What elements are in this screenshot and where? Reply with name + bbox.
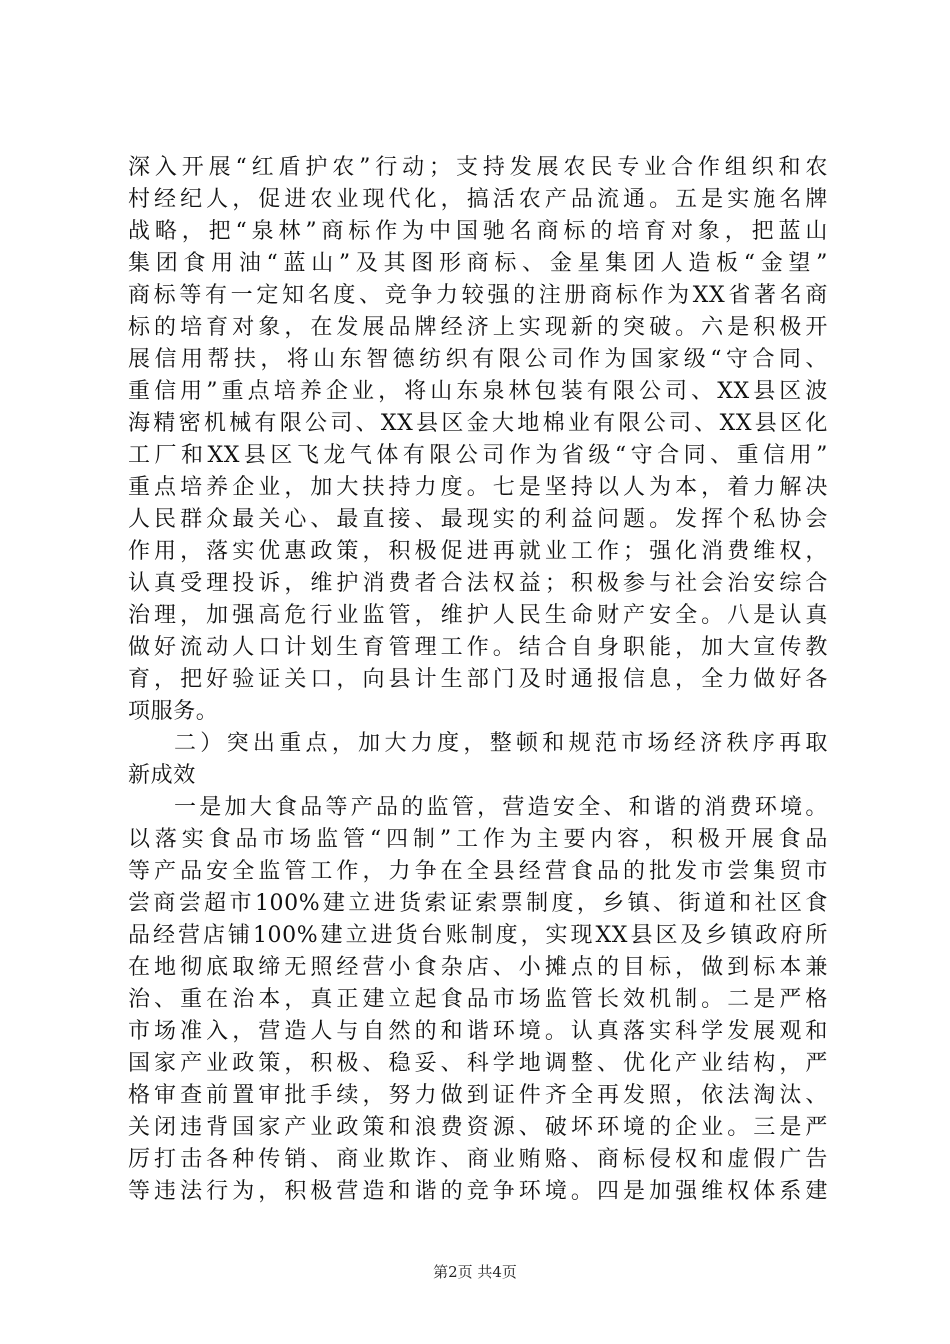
- page-number-footer: 第2页 共4页: [433, 1263, 517, 1281]
- text-line: 村经纪人，促进农业现代化，搞活农产品流通。五是实施名牌: [128, 187, 828, 212]
- text-line: 工厂和XX县区飞龙气体有限公司作为省级“守合同、重信用”: [128, 443, 828, 468]
- text-line: 认真受理投诉，维护消费者合法权益；积极参与社会治安综合: [128, 571, 828, 596]
- text-line: 品经营店铺100%建立进货台账制度，实现XX县区及乡镇政府所: [128, 923, 828, 948]
- text-line: 做好流动人口计划生育管理工作。结合自身职能，加大宣传教: [128, 635, 828, 660]
- text-line: 一是加大食品等产品的监管，营造安全、和谐的消费环境。: [174, 795, 828, 820]
- text-line: 在地彻底取缔无照经营小食杂店、小摊点的目标，做到标本兼: [128, 955, 828, 980]
- text-line: 治、重在治本，真正建立起食品市场监管长效机制。二是严格: [128, 987, 828, 1012]
- text-line: 作用，落实优惠政策，积极促进再就业工作；强化消费维权，: [128, 539, 828, 564]
- text-line: 深入开展“红盾护农”行动；支持发展农民专业合作组织和农: [128, 155, 828, 180]
- document-body: [128, 152, 828, 1208]
- text-line: 展信用帮扶，将山东智德纺织有限公司作为国家级“守合同、: [128, 347, 828, 372]
- text-line: 重点培养企业，加大扶持力度。七是坚持以人为本，着力解决: [128, 475, 828, 500]
- text-line: 标的培育对象，在发展品牌经济上实现新的突破。六是积极开: [128, 315, 828, 340]
- text-line: 海精密机械有限公司、XX县区金大地棉业有限公司、XX县区化: [128, 411, 828, 436]
- text-line: 关闭违背国家产业政策和浪费资源、破坏环境的企业。三是严: [128, 1115, 828, 1140]
- text-line: 项服务。: [128, 699, 219, 724]
- text-line: 集团食用油“蓝山”及其图形商标、金星集团人造板“金望”: [128, 251, 828, 276]
- section-heading-line: 新成效: [128, 763, 196, 788]
- text-line: 战略，把“泉林”商标作为中国驰名商标的培育对象，把蓝山: [128, 219, 828, 244]
- text-line: 格审查前置审批手续，努力做到证件齐全再发照，依法淘汰、: [128, 1083, 828, 1108]
- section-heading-line: 二）突出重点，加大力度，整顿和规范市场经济秩序再取: [174, 731, 828, 756]
- text-line: 尝商尝超市100%建立进货索证索票制度，乡镇、街道和社区食: [128, 891, 828, 916]
- text-line: 以落实食品市场监管“四制”工作为主要内容，积极开展食品: [128, 827, 828, 852]
- text-line: 治理，加强高危行业监管，维护人民生命财产安全。八是认真: [128, 603, 828, 628]
- text-line: 育，把好验证关口，向县计生部门及时通报信息，全力做好各: [128, 667, 828, 692]
- text-line: 厉打击各种传销、商业欺诈、商业贿赂、商标侵权和虚假广告: [128, 1147, 828, 1172]
- text-line: 国家产业政策，积极、稳妥、科学地调整、优化产业结构，严: [128, 1051, 828, 1076]
- text-line: 人民群众最关心、最直接、最现实的利益问题。发挥个私协会: [128, 507, 828, 532]
- text-line: 等违法行为，积极营造和谐的竞争环境。四是加强维权体系建: [128, 1179, 828, 1204]
- text-line: 重信用”重点培养企业，将山东泉林包装有限公司、XX县区波: [128, 379, 828, 404]
- text-line: 市场准入，营造人与自然的和谐环境。认真落实科学发展观和: [128, 1019, 828, 1044]
- text-line: 商标等有一定知名度、竞争力较强的注册商标作为XX省著名商: [128, 283, 828, 308]
- text-line: 等产品安全监管工作，力争在全县经营食品的批发市尝集贸市: [128, 859, 828, 884]
